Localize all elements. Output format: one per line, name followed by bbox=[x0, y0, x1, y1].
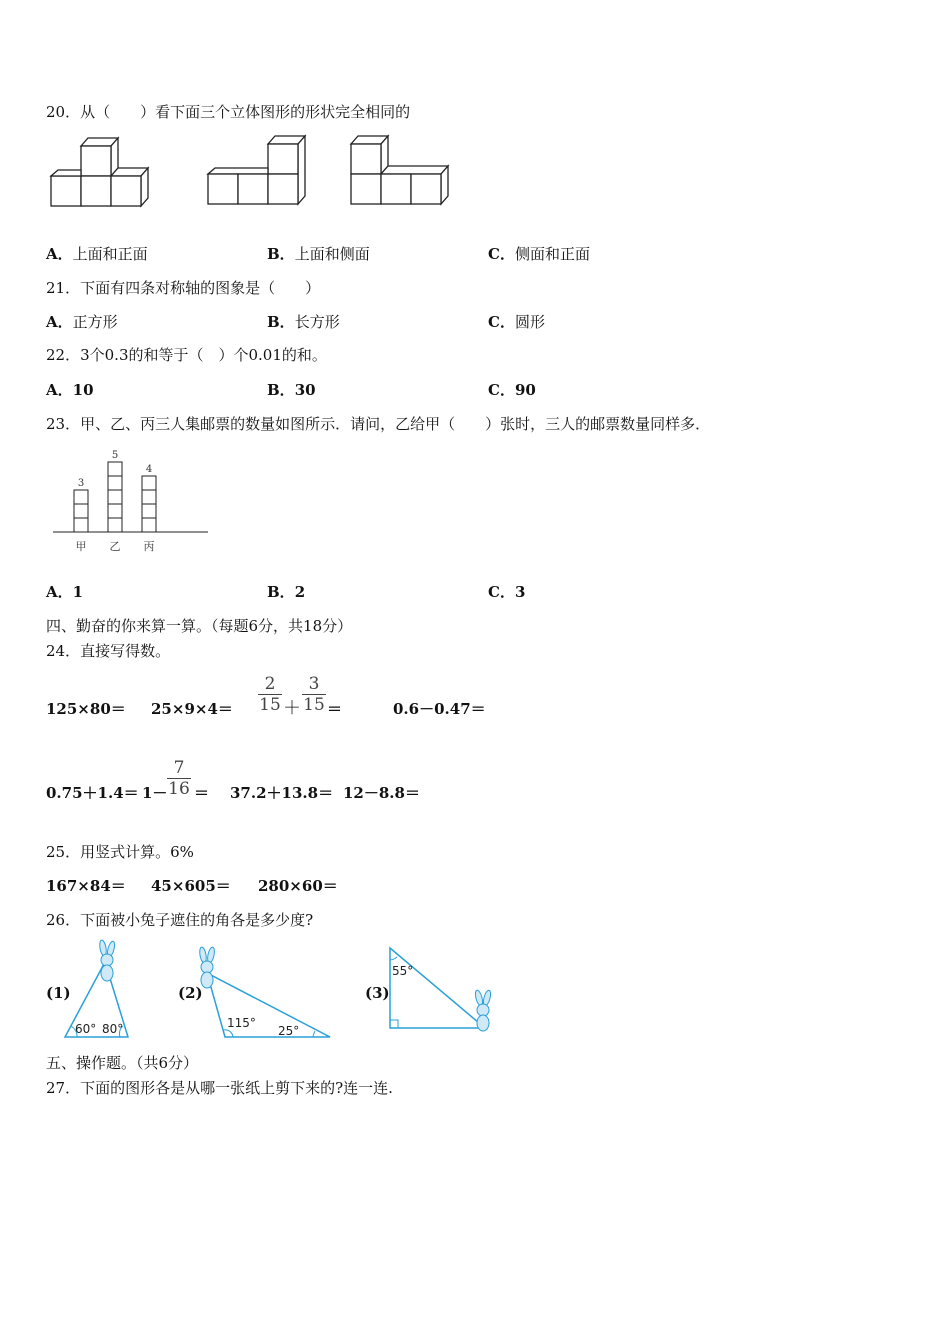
equals-sign: ＝ bbox=[194, 784, 210, 802]
triangle-figure-2 bbox=[195, 945, 335, 1045]
calc-item: 0.6－0.47＝ bbox=[393, 700, 486, 718]
chart-bar-cell bbox=[74, 518, 88, 532]
q22-option-a[interactable]: A．10 bbox=[46, 381, 94, 399]
svg-text:25°: 25° bbox=[278, 1024, 300, 1038]
q22-option-c[interactable]: C．90 bbox=[488, 381, 536, 399]
chart-category-label: 丙 bbox=[143, 540, 155, 553]
q21-option-a[interactable]: A．正方形 bbox=[46, 313, 118, 331]
rabbit-icon bbox=[99, 940, 116, 981]
q20-figure-1 bbox=[48, 138, 158, 218]
q26-text: 26．下面被小兔子遮住的角各是多少度? bbox=[46, 911, 314, 929]
chart-data-label: 4 bbox=[145, 464, 153, 475]
q23-option-c[interactable]: C．3 bbox=[488, 583, 526, 601]
rabbit-icon bbox=[474, 989, 492, 1031]
rabbit-icon bbox=[199, 947, 216, 988]
q20-text: 20．从（ ）看下面三个立体图形的形状完全相同的 bbox=[46, 103, 411, 121]
calc-item: 125×80＝ bbox=[46, 700, 126, 718]
fraction-denominator: 16 bbox=[168, 779, 190, 799]
q27-text: 27．下面的图形各是从哪一张纸上剪下来的?连一连. bbox=[46, 1079, 393, 1097]
chart-bar-cell bbox=[108, 476, 122, 490]
chart-bar-cell bbox=[142, 490, 156, 504]
svg-text:55°: 55° bbox=[392, 964, 414, 978]
calc-item: 12－8.8＝ bbox=[343, 784, 420, 802]
fraction bbox=[302, 674, 326, 715]
q22-text: 22．3个0.3的和等于（ ）个0.01的和。 bbox=[46, 346, 327, 364]
q23-stamp-chart bbox=[48, 445, 218, 560]
chart-bar-cell bbox=[108, 504, 122, 518]
svg-text:60°: 60° bbox=[75, 1022, 97, 1036]
q24-text: 24．直接写得数。 bbox=[46, 642, 171, 660]
fraction bbox=[258, 674, 282, 715]
chart-bar-cell bbox=[142, 476, 156, 490]
section-5-heading: 五、操作题。（共6分） bbox=[46, 1054, 199, 1072]
triangle-figure-1 bbox=[60, 940, 150, 1040]
q20-option-c[interactable]: C．侧面和正面 bbox=[488, 245, 590, 263]
fraction-numerator: 3 bbox=[308, 674, 320, 694]
q23-text: 23．甲、乙、丙三人集邮票的数量如图所示．请问，乙给甲（ ）张时，三人的邮票数量同样多． bbox=[46, 415, 711, 433]
figure-label: (1) bbox=[46, 984, 71, 1002]
figure-label: (3) bbox=[365, 984, 390, 1002]
q20-figure-3 bbox=[348, 136, 458, 216]
calc-item: 280×60＝ bbox=[258, 877, 338, 895]
q23-option-a[interactable]: A．1 bbox=[46, 583, 84, 601]
q23-option-b[interactable]: B．2 bbox=[267, 583, 306, 601]
equals-sign: ＝ bbox=[327, 700, 343, 718]
chart-category-label: 甲 bbox=[75, 540, 87, 553]
chart-bar-cell bbox=[108, 518, 122, 532]
calc-item: 45×605＝ bbox=[151, 877, 231, 895]
fraction-numerator: 7 bbox=[173, 758, 185, 778]
calc-item: 25×9×4＝ bbox=[151, 700, 233, 718]
chart-data-label: 5 bbox=[111, 450, 119, 461]
q21-option-c[interactable]: C．圆形 bbox=[488, 313, 545, 331]
q25-text: 25．用竖式计算。6% bbox=[46, 843, 194, 861]
chart-data-label: 3 bbox=[77, 478, 85, 489]
chart-bar-cell bbox=[74, 504, 88, 518]
calc-item: 0.75＋1.4＝ bbox=[46, 784, 139, 802]
triangle-figure-3 bbox=[385, 943, 505, 1043]
q20-figure-2 bbox=[205, 136, 315, 216]
q21-option-b[interactable]: B．长方形 bbox=[267, 313, 340, 331]
fraction-denominator: 15 bbox=[259, 695, 281, 715]
chart-bar-cell bbox=[142, 518, 156, 532]
chart-bar-cell bbox=[142, 504, 156, 518]
plus-sign: ＋ bbox=[283, 698, 301, 719]
q21-text: 21．下面有四条对称轴的图象是（ ） bbox=[46, 279, 321, 297]
chart-category-label: 乙 bbox=[109, 540, 121, 553]
section-4-heading: 四、勤奋的你来算一算。（每题6分，共18分） bbox=[46, 617, 353, 635]
chart-bar-cell bbox=[108, 490, 122, 504]
calc-item: 167×84＝ bbox=[46, 877, 126, 895]
calc-prefix: 1－ bbox=[142, 784, 168, 802]
chart-bar-cell bbox=[74, 490, 88, 504]
svg-text:115°: 115° bbox=[227, 1016, 256, 1030]
figure-label: (2) bbox=[178, 984, 203, 1002]
q22-option-b[interactable]: B．30 bbox=[267, 381, 316, 399]
q20-option-b[interactable]: B．上面和侧面 bbox=[267, 245, 370, 263]
chart-bar-cell bbox=[108, 462, 122, 476]
calc-item: 37.2＋13.8＝ bbox=[230, 784, 334, 802]
fraction-denominator: 15 bbox=[303, 695, 325, 715]
svg-text:80°: 80° bbox=[102, 1022, 124, 1036]
fraction-numerator: 2 bbox=[264, 674, 276, 694]
q20-option-a[interactable]: A．上面和正面 bbox=[46, 245, 148, 263]
fraction bbox=[167, 758, 191, 799]
